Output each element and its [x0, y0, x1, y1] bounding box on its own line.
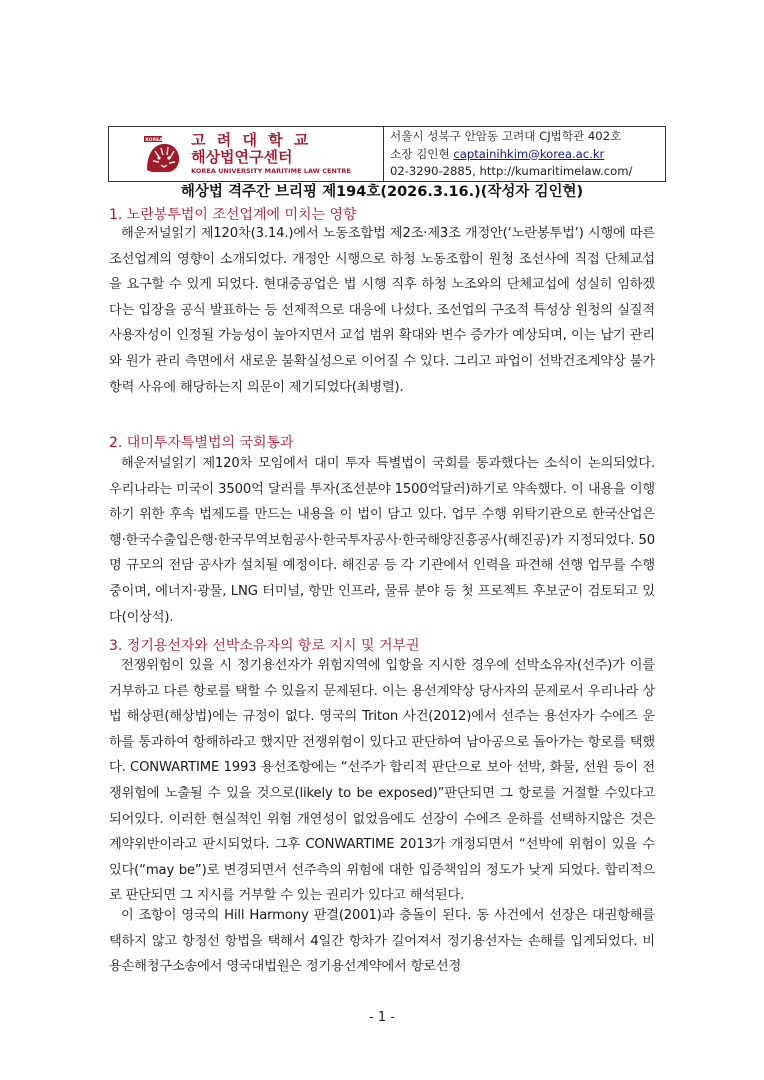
section-3-paragraph-1: 전쟁위험이 있을 시 정기용선자가 위험지역에 입항을 지시한 경우에 선박소유자(선주)가 이를 거부하고 다른 항로를 택할 수 있을지 문제된다. 이는 용선계약상 당사자의 문제로서 우리나라 상법 해상편(해상법)에는 규정이 없다. 영국의 Triton 사건(2012)에서 선주는 용선자가 수에즈 운하를 통과하여 항해하라고 했지만 전쟁위험이 있다고 판단하여 남아공으로 돌아가는 항로를 택했다. CONWARTIME 1993 용선조항에는 “선주가 합리적 판단으로 보아 선박, 화물, 선원 등이 전쟁위험에 노출될 수 있을 것으로(likely to be exposed)”판단되면 그 항로를 거절할 수있다고 되어있다. 이러한 현실적인 위험 개연성이 없었음에도 선장이 수에즈 운하를 선택하지않은 것은 계약위반이라고 판시되었다. 그후 CONWARTIME 2013가 개정되면서 “선박에 위험이 있을 수 있다(“may be”)로 변경되면서 선주측의 위험에 대한 입증책임의 정도가 낮게 되었다. 합리적으로 판단되면 그 지시를 거부할 수 있는 권리가 있다고 해석된다. [109, 658, 655, 904]
section-heading-2: 2. 대미투자특별법의 국회통과 [109, 435, 294, 451]
page-number: - 1 - [369, 1010, 395, 1025]
logo-name-english: KOREA UNIVERSITY MARITIME LAW CENTRE [191, 167, 351, 176]
address-line: 서울시 성북구 안암동 고려대 CJ법학관 402호 [390, 129, 622, 143]
section-2-paragraph: 해운저널읽기 제120차 모임에서 대미 투자 특별법이 국회를 통과했다는 소식이 논의되었다. 우리나라는 미국이 3500억 달러를 투자(조선분야 1500억달러)하기로 약속했다. 이 내용을 이행하기 위한 후속 법제도를 만드는 내용을 이 법이 담고 있다. 업무 수행 위탁기관으로 한국산업은행·한국수출입은행·한국무역보험공사·한국투자공사·한국해양진흥공사(해진공)가 지정되었다. 50명 규모의 전담 공사가 설치될 예정이다. 해진공 등 각 기관에서 인력을 파견해 선행 업무를 수행 중이며, 에너지·광물, LNG 터미널, 항만 인프라, 물류 분야 등 첫 프로젝트 후보군이 검토되고 있다(이상석). [109, 456, 655, 625]
phone-web-line[interactable]: 02-3290-2885, http://kumaritimelaw.com/ [390, 164, 633, 178]
email-link[interactable]: captainihkim@korea.ac.kr [453, 146, 605, 161]
section-1-paragraph: 해운저널읽기 제120차(3.14.)에서 노동조합법 제2조·제3조 개정안(‘노란봉투법’) 시행에 따른 조선업계의 영향이 소개되었다. 개정안 시행으로 하청 노동조합이 원청 조선사에 직접 단체교섭을 요구할 수 있게 되었다. 현대중공업은 법 시행 직후 하청 노조와의 단체교섭에 성실히 임하겠다는 입장을 공식 발표하는 등 선제적으로 대응에 나섰다. 조선업의 구조적 특성상 원청의 실질적 사용자성이 인정될 가능성이 높아지면서 교섭 범위 확대와 변수 증가가 예상되며, 이는 납기 관리와 원가 관리 측면에서 새로운 불확실성으로 이어질 수 있다. 그리고 파업이 선박건조계약상 불가항력 사유에 해당하는지 의문이 제기되었다(최병렬). [109, 226, 655, 395]
emblem-label: KOREA [145, 138, 163, 143]
tiger-emblem-icon [141, 133, 185, 175]
section-heading-3: 3. 정기용선자와 선박소유자의 항로 지시 및 거부권 [109, 638, 420, 654]
logo-name-university: 고 려 대 학 교 [191, 131, 312, 150]
contact-info [384, 127, 665, 181]
logo-name-center: 해상법연구센터 [191, 148, 293, 167]
section-heading-1: 1. 노란봉투법이 조선업계에 미치는 영향 [109, 207, 357, 223]
briefing-title: 해상법 격주간 브리핑 제194호(2026.3.16.)(작성자 김인현) [180, 184, 584, 200]
director-line [390, 146, 665, 164]
section-3-paragraph-2: 이 조항이 영국의 Hill Harmony 판결(2001)과 충돌이 된다. 동 사건에서 선장은 대권항해를 택하지 않고 항정선 항법을 택해서 4일간 항차가 길어져서 정기용선자는 손해를 입게되었다. 비용손해청구소송에서 영국대법원은 정기용선계약에서 항로선정 [109, 908, 655, 975]
letterhead-box [108, 126, 666, 182]
center-logo [109, 127, 384, 181]
director-label: 소장 김인현 [390, 146, 450, 161]
